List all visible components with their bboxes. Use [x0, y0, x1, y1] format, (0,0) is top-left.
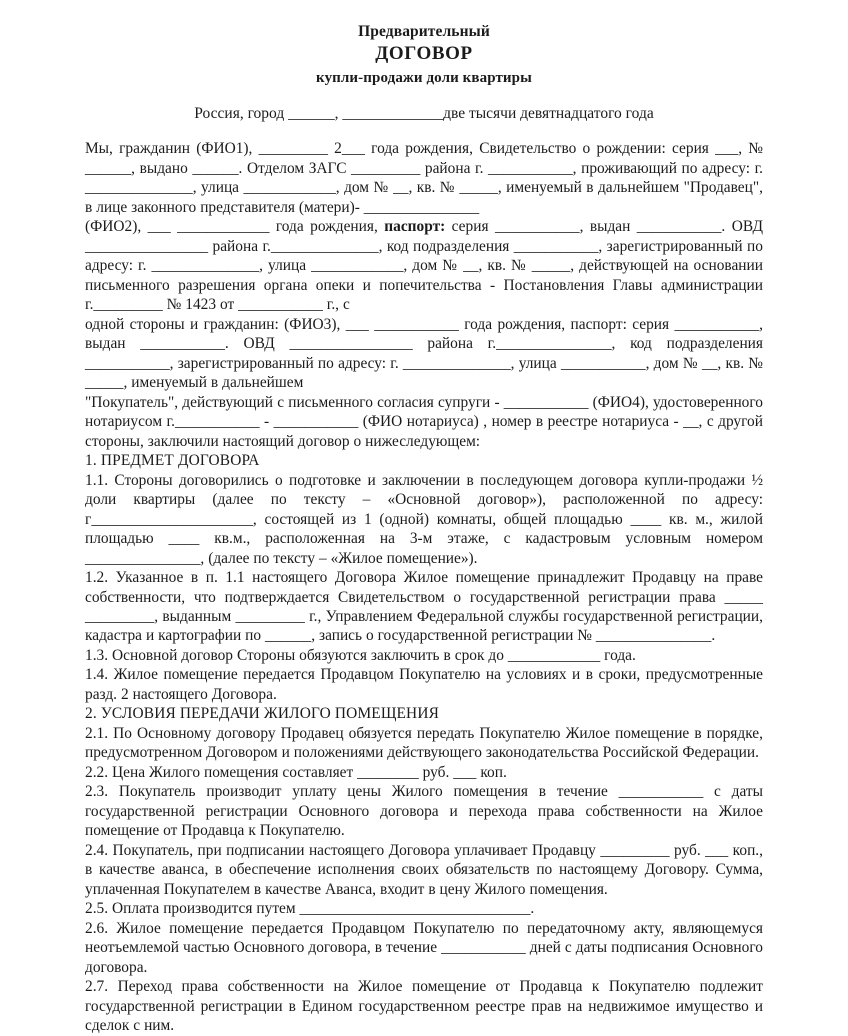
place-and-date-line: Россия, город ______, _____________две тысячи девятнадцатого года	[194, 105, 654, 123]
contract-clause: 2.4. Покупатель, при подписании настоящего Договора уплачивает Продавцу _________ руб. ___ коп., в качестве аванса, в обеспечение исполнения своих обязательств по настоящему Договору. Сумма, уплаченная Покупателем в качестве Аванса, входит в цену Жилого помещения.	[85, 841, 763, 898]
document-subtitle-preliminary: Предварительный	[358, 23, 490, 40]
emphasized-term: паспорт:	[384, 218, 446, 236]
contract-clause: 2.7. Переход права собственности на Жилое помещение от Продавца к Покупателю подлежит государственной регистрации в Едином государственном реестре прав на недвижимое имущество и сделок с ним.	[85, 978, 763, 1035]
contract-clause: 2.5. Оплата производится путем ______________________________.	[85, 900, 535, 918]
contract-clause: одной стороны и гражданин: (ФИО3), ___ ___________ года рождения, паспорт: серия ___________, выдан ___________. ОВД ________________ района г._______________, код подразделения ___________, зарегистрированный по адресу: г. ______________, улица ___________, дом № __, кв. № _____, именуемый в дальнейшем	[85, 315, 763, 392]
contract-clause: 2.2. Цена Жилого помещения составляет ________ руб. ___ коп.	[85, 763, 507, 781]
clause-text-run: (ФИО2), ___ ____________ года рождения,	[85, 218, 385, 236]
document-title-block	[85, 22, 763, 87]
contract-clause: 2.6. Жилое помещение передается Продавцом Покупателю по передаточному акту, являющемуся неотъемлемой частью Основного договора, в течение ___________ дней с даты подписания Основного договора.	[85, 919, 763, 976]
contract-clause: 1.4. Жилое помещение передается Продавцом Покупателю на условиях и в сроки, предусмотренные разд. 2 настоящего Договора.	[85, 666, 763, 703]
contract-clause	[85, 217, 763, 314]
document-subtitle-subject: купли-продажи доли квартиры	[316, 69, 532, 86]
contract-clause: 1.1. Стороны договорились о подготовке и заключении в последующем договора купли-продажи ½ доли квартиры (далее по тексту – «Основной договор»), расположенной по адресу: г_____________________, состоящей из 1 (одной) комнаты, общей площадью ____ кв. м., жилой площадью ____ кв.м., расположенная на 3-м этаже, с кадастровым условным номером _______________, (далее по тексту – «Жилое помещение»).	[85, 471, 763, 567]
contract-clause: 1.2. Указанное в п. 1.1 настоящего Договора Жилое помещение принадлежит Продавцу на праве собственности, что подтверждается Свидетельством о государственной регистрации права _____ _________, выданным _________ г., Управлением Федеральной службы государственной регистрации, кадастра и картографии по ______, запись о государственной регистрации № _______________.	[85, 569, 763, 645]
contract-clause: Мы, гражданин (ФИО1), _________ 2___ года рождения, Свидетельство о рождении: серия ___, № ______, выдано ______. Отделом ЗАГС _________ района г. ___________, проживающий по адресу: г. ______________, улица ____________, дом № __, кв. № _____, именуемый в дальнейшем "Продавец", в лице законного представителя (матери)- _______________	[85, 140, 763, 216]
document-body	[85, 139, 763, 1035]
contract-clause: 2.1. По Основному договору Продавец обязуется передать Покупателю Жилое помещение в порядке, предусмотренном Договором и положениями действующего законодательства Российской Федерации.	[85, 724, 763, 762]
contract-clause: 1.3. Основной договор Стороны обязуются заключить в срок до ____________ года.	[85, 646, 636, 664]
page-title: ДОГОВОР	[375, 43, 473, 65]
section-heading: 1. ПРЕДМЕТ ДОГОВОРА	[85, 452, 260, 470]
clause-text-run: серия ___________, выдан ___________. ОВД ________________ района г.______________, код подразделения ___________, зарегистрированный по адресу: г. ______________, улица ____________, дом № __, кв. № _____, действующей на основании письменного разрешения органа опеки и попечительства - Постановления Главы администрации г._________ № 1423 от ___________ г., с	[85, 218, 763, 314]
section-heading: 2. УСЛОВИЯ ПЕРЕДАЧИ ЖИЛОГО ПОМЕЩЕНИЯ	[85, 705, 440, 723]
contract-clause: "Покупатель", действующий с письменного согласия супруги - ___________ (ФИО4), удостоверенного нотариусом г.___________ - ___________ (ФИО нотариуса) , номер в реестре нотариуса - __, с другой стороны, заключили настоящий договор о нижеследующем:	[85, 393, 763, 450]
contract-clause: 2.3. Покупатель производит уплату цены Жилого помещения в течение ___________ с даты государственной регистрации Основного договора и перехода права собственности на Жилое помещение от Продавца к Покупателю.	[85, 783, 763, 840]
